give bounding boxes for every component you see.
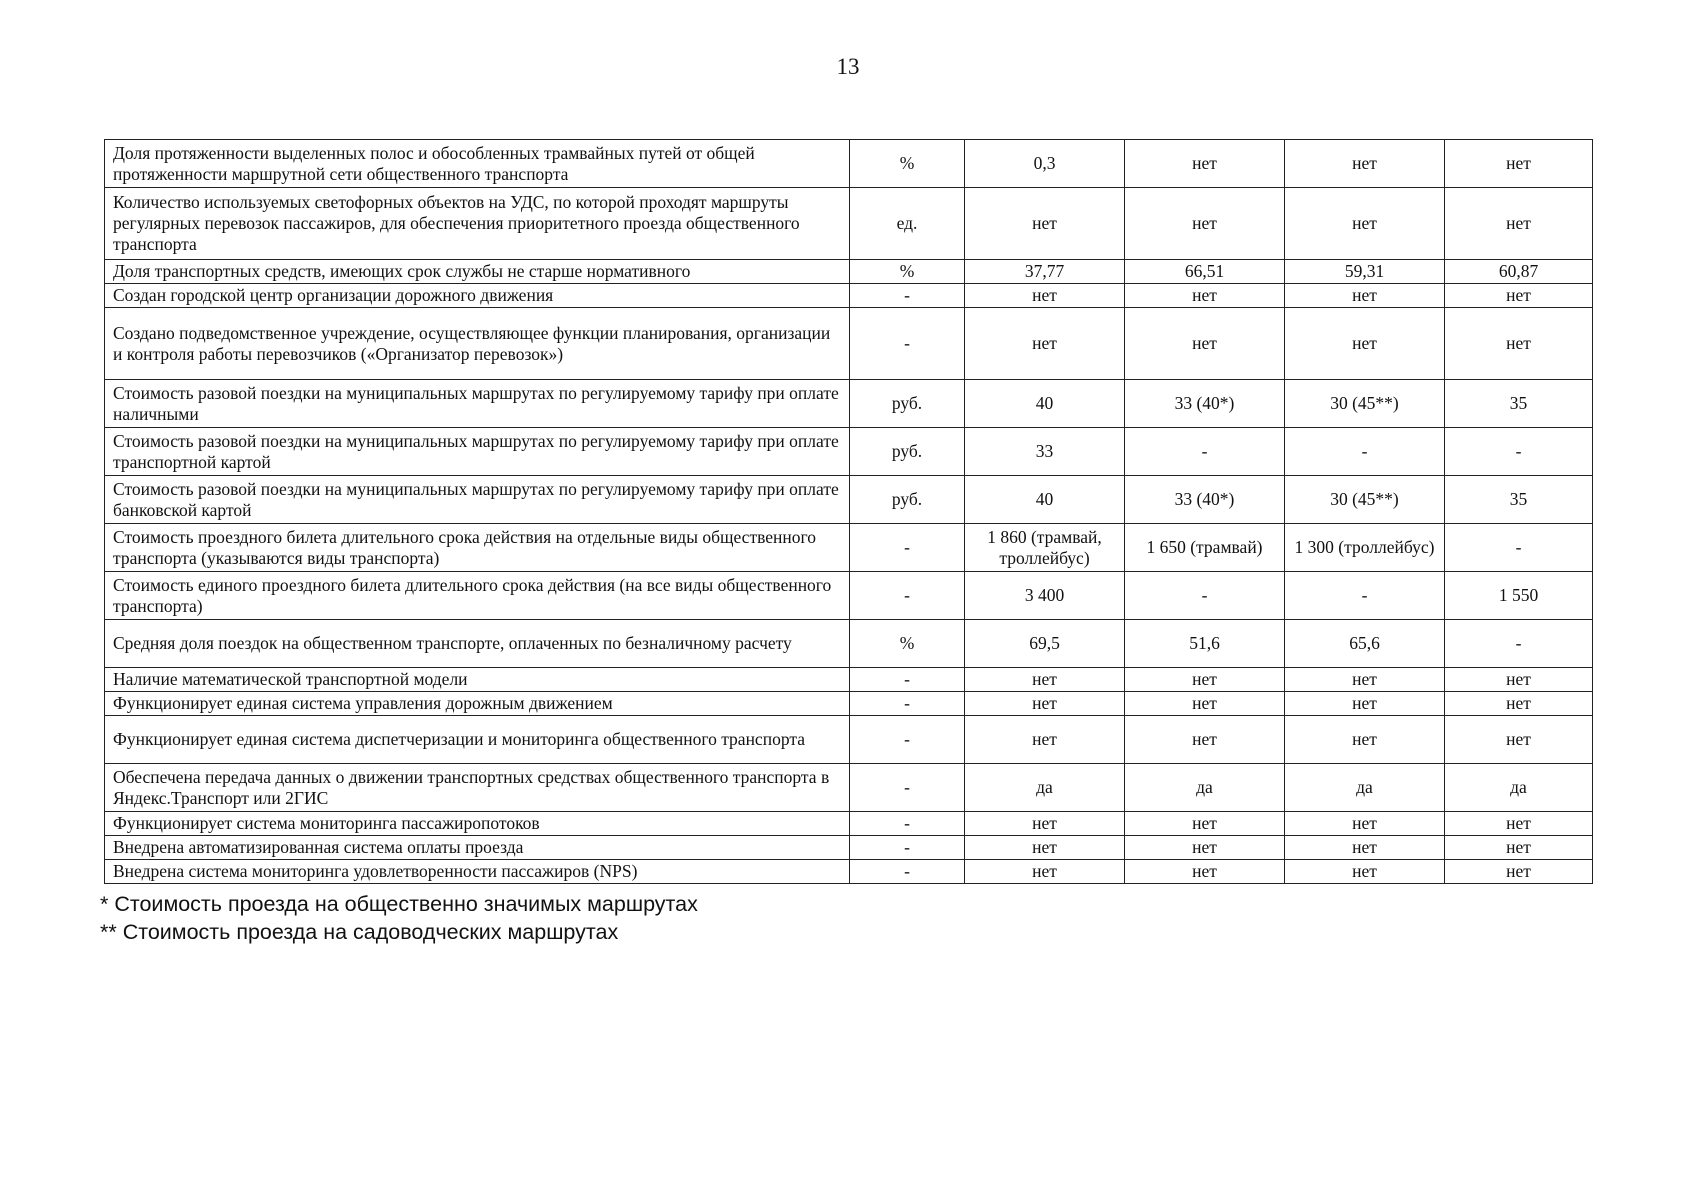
unit-cell: % [850, 140, 965, 188]
indicator-name: Количество используемых светофорных объектов на УДС, по которой проходят маршруты регулярных перевозок пассажиров, для обеспечения приоритетного проезда общественного транспорта [105, 188, 850, 260]
indicator-name: Стоимость разовой поездки на муниципальных маршрутах по регулируемому тарифу при оплате наличными [105, 380, 850, 428]
value-cell: нет [1445, 860, 1593, 884]
value-cell: нет [1125, 836, 1285, 860]
page-number: 13 [836, 54, 860, 79]
unit-cell: - [850, 812, 965, 836]
value-cell: 0,3 [965, 140, 1125, 188]
value-cell: нет [1285, 188, 1445, 260]
value-cell: 30 (45**) [1285, 476, 1445, 524]
value-cell: 33 (40*) [1125, 380, 1285, 428]
indicator-name: Функционирует система мониторинга пассажиропотоков [105, 812, 850, 836]
value-cell: - [1125, 428, 1285, 476]
value-cell: да [1125, 764, 1285, 812]
value-cell: нет [965, 860, 1125, 884]
value-cell: 51,6 [1125, 620, 1285, 668]
value-cell: нет [1285, 284, 1445, 308]
value-cell: 69,5 [965, 620, 1125, 668]
indicator-name: Функционирует единая система управления дорожным движением [105, 692, 850, 716]
value-cell: нет [1125, 812, 1285, 836]
table-row [105, 692, 1593, 716]
value-cell: нет [1125, 668, 1285, 692]
value-cell: - [1445, 428, 1593, 476]
value-cell: - [1285, 428, 1445, 476]
indicator-name: Внедрена автоматизированная система оплаты проезда [105, 836, 850, 860]
unit-cell: руб. [850, 380, 965, 428]
unit-cell: % [850, 620, 965, 668]
table-row [105, 284, 1593, 308]
indicator-name: Внедрена система мониторинга удовлетворенности пассажиров (NPS) [105, 860, 850, 884]
indicator-name: Доля транспортных средств, имеющих срок службы не старше нормативного [105, 260, 850, 284]
unit-cell: - [850, 860, 965, 884]
value-cell: нет [1125, 860, 1285, 884]
value-cell: 35 [1445, 476, 1593, 524]
value-cell: нет [1285, 140, 1445, 188]
value-cell: нет [1285, 692, 1445, 716]
indicator-name: Функционирует единая система диспетчеризации и мониторинга общественного транспорта [105, 716, 850, 764]
value-cell: да [1445, 764, 1593, 812]
indicator-name: Обеспечена передача данных о движении транспортных средствах общественного транспорта в Яндекс.Транспорт или 2ГИС [105, 764, 850, 812]
value-cell: 30 (45**) [1285, 380, 1445, 428]
unit-cell: - [850, 716, 965, 764]
value-cell: нет [1285, 860, 1445, 884]
value-cell: - [1445, 524, 1593, 572]
value-cell: 1 860 (трамвай, троллейбус) [965, 524, 1125, 572]
unit-cell: ед. [850, 188, 965, 260]
unit-cell: - [850, 308, 965, 380]
value-cell: нет [1445, 284, 1593, 308]
table-row [105, 140, 1593, 188]
value-cell: нет [965, 836, 1125, 860]
value-cell: да [1285, 764, 1445, 812]
value-cell: нет [1285, 836, 1445, 860]
value-cell: 59,31 [1285, 260, 1445, 284]
value-cell: нет [1445, 812, 1593, 836]
unit-cell: - [850, 668, 965, 692]
value-cell: - [1445, 620, 1593, 668]
value-cell: нет [1445, 716, 1593, 764]
indicator-name: Стоимость проездного билета длительного срока действия на отдельные виды общественного транспорта (указываются виды транспорта) [105, 524, 850, 572]
value-cell: 40 [965, 476, 1125, 524]
table-row [105, 380, 1593, 428]
value-cell: нет [965, 308, 1125, 380]
value-cell: 60,87 [1445, 260, 1593, 284]
table-row [105, 188, 1593, 260]
value-cell: нет [1445, 308, 1593, 380]
table-row [105, 524, 1593, 572]
value-cell: нет [1285, 668, 1445, 692]
value-cell: нет [965, 188, 1125, 260]
value-cell: 33 [965, 428, 1125, 476]
value-cell: нет [1125, 284, 1285, 308]
indicator-name: Создан городской центр организации дорожного движения [105, 284, 850, 308]
value-cell: 1 300 (троллейбус) [1285, 524, 1445, 572]
value-cell: да [965, 764, 1125, 812]
value-cell: нет [965, 284, 1125, 308]
value-cell: нет [965, 716, 1125, 764]
footnote-garden-routes: ** Стоимость проезда на садоводческих маршрутах [100, 920, 619, 944]
value-cell: нет [1285, 308, 1445, 380]
value-cell: - [1285, 572, 1445, 620]
value-cell: нет [965, 668, 1125, 692]
value-cell: 33 (40*) [1125, 476, 1285, 524]
unit-cell: % [850, 260, 965, 284]
indicator-name: Средняя доля поездок на общественном транспорте, оплаченных по безналичному расчету [105, 620, 850, 668]
value-cell: нет [1125, 692, 1285, 716]
value-cell: 37,77 [965, 260, 1125, 284]
unit-cell: - [850, 836, 965, 860]
value-cell: нет [965, 812, 1125, 836]
value-cell: нет [1285, 812, 1445, 836]
table-row [105, 572, 1593, 620]
indicators-table [104, 139, 1593, 884]
value-cell: нет [1125, 716, 1285, 764]
indicator-name: Доля протяженности выделенных полос и обособленных трамвайных путей от общей протяженности маршрутной сети общественного транспорта [105, 140, 850, 188]
footnotes [100, 890, 698, 946]
value-cell: 3 400 [965, 572, 1125, 620]
value-cell: 1 650 (трамвай) [1125, 524, 1285, 572]
table-row [105, 668, 1593, 692]
unit-cell: - [850, 692, 965, 716]
table-row [105, 812, 1593, 836]
footnote-socially-significant: * Стоимость проезда на общественно значимых маршрутах [100, 892, 698, 916]
table-row [105, 260, 1593, 284]
table-row [105, 716, 1593, 764]
table-row [105, 428, 1593, 476]
value-cell: - [1125, 572, 1285, 620]
value-cell: 1 550 [1445, 572, 1593, 620]
value-cell: нет [1125, 308, 1285, 380]
unit-cell: руб. [850, 476, 965, 524]
indicator-name: Стоимость разовой поездки на муниципальных маршрутах по регулируемому тарифу при оплате транспортной картой [105, 428, 850, 476]
value-cell: нет [1445, 692, 1593, 716]
unit-cell: - [850, 524, 965, 572]
value-cell: 65,6 [1285, 620, 1445, 668]
value-cell: нет [1445, 836, 1593, 860]
table-row [105, 860, 1593, 884]
value-cell: нет [1445, 188, 1593, 260]
table-row [105, 308, 1593, 380]
indicator-name: Наличие математической транспортной модели [105, 668, 850, 692]
value-cell: нет [1445, 668, 1593, 692]
table-row [105, 764, 1593, 812]
table-row [105, 620, 1593, 668]
value-cell: 40 [965, 380, 1125, 428]
table-row [105, 836, 1593, 860]
value-cell: нет [1445, 140, 1593, 188]
value-cell: нет [1125, 140, 1285, 188]
unit-cell: руб. [850, 428, 965, 476]
indicator-name: Создано подведомственное учреждение, осуществляющее функции планирования, организации и контроля работы перевозчиков («Организатор перевозок») [105, 308, 850, 380]
indicator-name: Стоимость единого проездного билета длительного срока действия (на все виды общественного транспорта) [105, 572, 850, 620]
table-row [105, 476, 1593, 524]
unit-cell: - [850, 572, 965, 620]
unit-cell: - [850, 764, 965, 812]
value-cell: 66,51 [1125, 260, 1285, 284]
value-cell: нет [1285, 716, 1445, 764]
unit-cell: - [850, 284, 965, 308]
value-cell: 35 [1445, 380, 1593, 428]
indicator-name: Стоимость разовой поездки на муниципальных маршрутах по регулируемому тарифу при оплате банковской картой [105, 476, 850, 524]
value-cell: нет [965, 692, 1125, 716]
value-cell: нет [1125, 188, 1285, 260]
